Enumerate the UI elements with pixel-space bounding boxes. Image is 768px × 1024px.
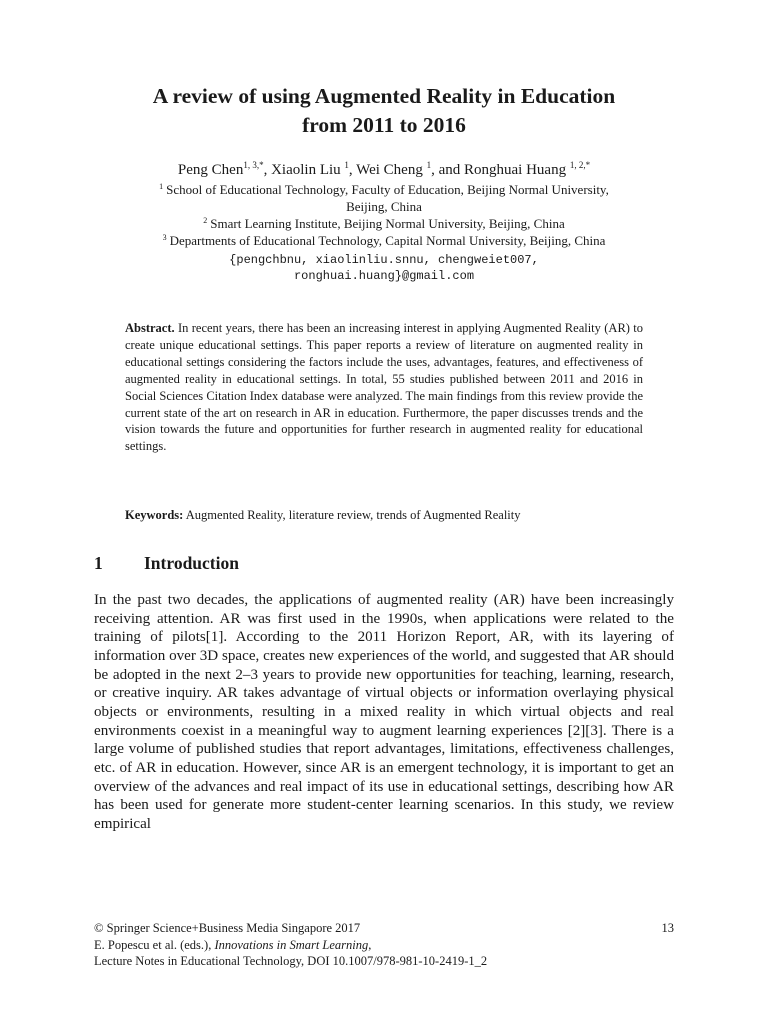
affiliation-marker: 2 [203, 215, 208, 225]
affiliation-text: Smart Learning Institute, Beijing Normal University, Beijing, China [210, 216, 565, 231]
section-title: Introduction [144, 553, 239, 573]
affiliation-3 [70, 232, 698, 249]
affiliation-2 [70, 215, 698, 232]
keywords-text: Augmented Reality, literature review, trends of Augmented Reality [185, 508, 521, 522]
email-line-1: {pengchbnu, xiaolinliu.snnu, chengweiet007, [229, 253, 539, 267]
editors-line [94, 937, 674, 954]
affiliation-text: Beijing, China [346, 199, 422, 214]
author-affil-marker: 1 [344, 160, 349, 170]
keywords-label: Keywords: [125, 508, 184, 522]
author-list [60, 160, 708, 180]
section-heading [94, 551, 239, 575]
author-name: Wei Cheng [356, 162, 427, 178]
page-number: 13 [661, 921, 674, 935]
intro-paragraph: In the past two decades, the applications of augmented reality (AR) have been increasingly receiving attention. AR was first used in the 1990s, when applications were related to the training of pilots[1]. According to the 2011 Horizon Report, AR, with its layering of information over 3D space, creates new experiences of the world, and suggested that AR should be adopted in the next 2–3 years to provide new opportunities for teaching, learning, research, or creative inquiry. AR takes advantage of virtual objects or information overlaying physical objects or environments, resulting in a mixed reality in which virtual objects and real environments coexist in a meaningful way to augment learning experiences [2][3]. There is a large volume of published studies that report advantages, limitations, effectiveness challenges, etc. of AR in education. However, since AR is an emergent technology, it is important to get an overview of the advances and real impact of its use in educational settings, describing how AR has been used for generate more student-center learning scenarios. In this study, we review empirical [94, 592, 674, 832]
editors-prefix: E. Popescu et al. (eds.), [94, 937, 215, 952]
author-separator: , [263, 162, 272, 178]
abstract-text: In recent years, there has been an increasing interest in applying Augmented Reality (AR) to create unique educational settings. This paper reports a review of literature on augmented reality in educational settings considering the factors include the uses, advantages, features, and effectiveness of augmented reality in educational settings. In total, 55 studies published between 2011 and 2016 in Social Sciences Citation Index database were analyzed. The main findings from this review provide the current state of the art on research in AR in education. Furthermore, the paper discusses trends and the vision towards the future and opportunities for further research in augmented reality for educational settings. [125, 321, 644, 454]
author-name: Ronghuai Huang [464, 162, 570, 178]
title-line-1: A review of using Augmented Reality in Education [152, 84, 616, 108]
email-line-2: ronghuai.huang}@gmail.com [293, 269, 475, 283]
editors-suffix: , [368, 937, 372, 952]
abstract-label: Abstract. [125, 321, 175, 335]
author-separator: , [348, 162, 357, 178]
book-title: Innovations in Smart Learning [214, 937, 369, 952]
affiliation-marker: 1 [159, 181, 164, 191]
affiliation-marker: 3 [162, 232, 167, 242]
affiliation-1 [70, 181, 698, 215]
author-separator: , and [431, 162, 465, 178]
author-affil-marker: 1 [426, 160, 432, 170]
author-affil-marker: 1, 3,* [243, 160, 264, 170]
author-name: Peng Chen [177, 162, 244, 178]
abstract [125, 320, 643, 455]
author-affil-marker: 1, 2,* [569, 160, 591, 170]
author-name: Xiaolin Liu [271, 162, 345, 178]
copyright-line: © Springer Science+Business Media Singapore 2017 [94, 921, 361, 935]
page-footer [94, 920, 674, 970]
affiliation-text: Departments of Educational Technology, Capital Normal University, Beijing, China [169, 233, 606, 248]
keywords [125, 507, 643, 524]
author-emails [60, 252, 708, 284]
affiliation-text: School of Educational Technology, Faculty of Education, Beijing Normal University, [166, 182, 609, 197]
paper-title [60, 82, 708, 140]
series-line: Lecture Notes in Educational Technology, DOI 10.1007/978-981-10-2419-1_2 [94, 954, 488, 968]
title-line-2: from 2011 to 2016 [302, 113, 466, 137]
section-number: 1 [94, 553, 103, 573]
